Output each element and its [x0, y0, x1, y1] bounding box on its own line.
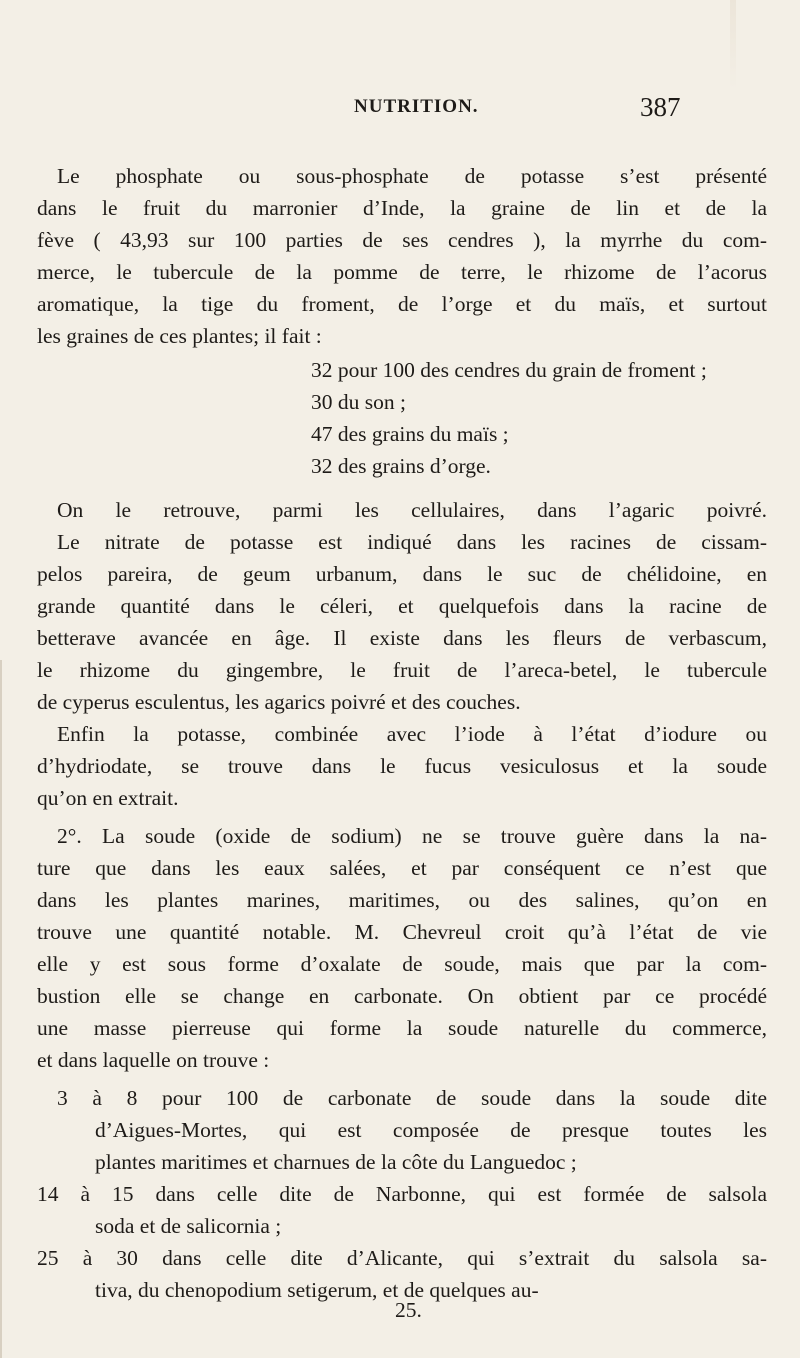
text-line: fève ( 43,93 sur 100 parties de ses cendres ), la myrrhe du com-: [37, 228, 767, 252]
page-header: [0, 92, 800, 132]
text-line: et dans laquelle on trouve :: [37, 1048, 270, 1072]
table-line: d’Aigues-Mortes, qui est composée de presque toutes les: [95, 1118, 767, 1142]
text-line: qu’on en extrait.: [37, 786, 179, 810]
running-title: NUTRITION.: [354, 96, 479, 117]
text-line: le rhizome du gingembre, le fruit de l’areca-betel, le tubercule: [37, 658, 767, 682]
text-line: pelos pareira, de geum urbanum, dans le suc de chélidoine, en: [37, 562, 767, 586]
table-line: 14 à 15 dans celle dite de Narbonne, qui est formée de salsola: [37, 1182, 767, 1206]
page-edge: [0, 660, 2, 1358]
table-line: 25 à 30 dans celle dite d’Alicante, qui s’extrait du salsola sa-: [37, 1246, 767, 1270]
text-line: bustion elle se change en carbonate. On obtient par ce procédé: [37, 984, 767, 1008]
text-line: grande quantité dans le céleri, et quelquefois dans la racine de: [37, 594, 767, 618]
paper-stain: [730, 0, 736, 90]
text-line: de cyperus esculentus, les agarics poivré et des couches.: [37, 690, 521, 714]
text-line: une masse pierreuse qui forme la soude naturelle du commerce,: [37, 1016, 767, 1040]
text-line: On le retrouve, parmi les cellulaires, dans l’agaric poivré.: [57, 498, 767, 522]
text-line: d’hydriodate, se trouve dans le fucus vesiculosus et la soude: [37, 754, 767, 778]
text-line: aromatique, la tige du froment, de l’orge et du maïs, et surtout: [37, 292, 767, 316]
list-line: 32 pour 100 des cendres du grain de froment ;: [311, 358, 707, 382]
text-line: betterave avancée en âge. Il existe dans les fleurs de verbascum,: [37, 626, 767, 650]
text-line: 2°. La soude (oxide de sodium) ne se trouve guère dans la na-: [57, 824, 767, 848]
signature-mark: 25.: [395, 1298, 422, 1322]
page-number: 387: [640, 92, 681, 122]
table-line: 3 à 8 pour 100 de carbonate de soude dans la soude dite: [57, 1086, 767, 1110]
table-line: soda et de salicornia ;: [95, 1214, 282, 1238]
text-line: les graines de ces plantes; il fait :: [37, 324, 322, 348]
text-line: dans le fruit du marronier d’Inde, la graine de lin et de la: [37, 196, 767, 220]
list-line: 47 des grains du maïs ;: [311, 422, 509, 446]
list-line: 30 du son ;: [311, 390, 406, 414]
text-line: Enfin la potasse, combinée avec l’iode à l’état d’iodure ou: [57, 722, 767, 746]
text-line: Le nitrate de potasse est indiqué dans les racines de cissam-: [57, 530, 767, 554]
text-line: trouve une quantité notable. M. Chevreul croit qu’à l’état de vie: [37, 920, 767, 944]
list-line: 32 des grains d’orge.: [311, 454, 491, 478]
table-line: tiva, du chenopodium setigerum, et de quelques au-: [95, 1278, 539, 1302]
text-line: Le phosphate ou sous-phosphate de potasse s’est présenté: [57, 164, 767, 188]
text-line: merce, le tubercule de la pomme de terre, le rhizome de l’acorus: [37, 260, 767, 284]
text-line: dans les plantes marines, maritimes, ou des salines, qu’on en: [37, 888, 767, 912]
table-line: plantes maritimes et charnues de la côte du Languedoc ;: [95, 1150, 577, 1174]
text-line: ture que dans les eaux salées, et par conséquent ce n’est que: [37, 856, 767, 880]
text-line: elle y est sous forme d’oxalate de soude, mais que par la com-: [37, 952, 767, 976]
